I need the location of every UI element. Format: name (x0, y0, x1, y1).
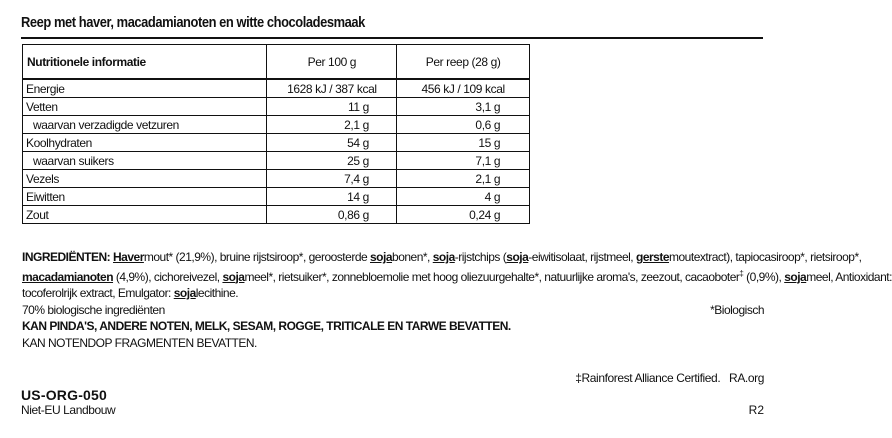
ingredients-label: INGREDIËNTEN: (22, 250, 111, 264)
nutrient-name: Energie (23, 79, 267, 98)
ingredient-text: meel, Antioxidant: (806, 269, 892, 284)
allergen-word: soja (222, 269, 245, 284)
rainforest-certification: ‡Rainforest Alliance Certified. RA.org (575, 371, 764, 385)
nutrition-row (23, 206, 530, 224)
value-per-bar (397, 79, 530, 98)
ingredients-block (22, 249, 892, 351)
value-per-100g-text: 14 g (347, 189, 369, 204)
nutrient-name: waarvan suikers (23, 152, 267, 170)
value-per-bar-text: 2,1 g (475, 171, 501, 186)
value-per-100g (267, 116, 397, 134)
header-nutrition-info: Nutritionele informatie (23, 45, 267, 80)
ingredient-text: lecithine. (195, 286, 239, 300)
nutrition-body (23, 79, 530, 224)
ingredient-text: (4,9%), cichoreivezel, (113, 269, 223, 284)
ingredients-line-1 (22, 249, 862, 266)
organic-control-code: US-ORG-050 (21, 387, 108, 403)
nutrition-table (22, 44, 530, 224)
value-per-bar (397, 188, 530, 206)
nutrient-name: Vetten (23, 98, 267, 116)
value-per-100g-text: 2,1 g (344, 117, 369, 132)
ingredient-text: (0,9%), (743, 269, 785, 284)
nutrient-name: waarvan verzadigde vetzuren (23, 116, 267, 134)
value-per-100g-text: 1628 kJ / 387 kcal (287, 81, 377, 96)
allergen-warning: KAN PINDA'S, ANDERE NOTEN, MELK, SESAM, ROGGE, TRITICALE EN TARWE BEVATTEN. (22, 319, 511, 333)
allergen-word: gerste (635, 250, 670, 264)
allergen-word: soja (784, 269, 807, 284)
value-per-100g (267, 79, 397, 98)
value-per-bar (397, 206, 530, 224)
ingredient-text: ‡ (739, 268, 744, 278)
value-per-100g (267, 152, 397, 170)
nutrition-row (23, 116, 530, 134)
ingredient-text: -eiwitisolaat, rijstmeel, (528, 250, 636, 264)
organic-percentage: 70% biologische ingrediënten (22, 302, 165, 317)
nutrient-name: Vezels (23, 170, 267, 188)
value-per-100g (267, 188, 397, 206)
allergen-word: soja (370, 250, 393, 264)
value-per-bar-text: 7,1 g (475, 153, 501, 168)
ingredients-line-3 (22, 285, 764, 302)
nutrition-row (23, 79, 530, 98)
value-per-bar (397, 134, 530, 152)
agriculture-origin: Niet-EU Landbouw (21, 403, 116, 417)
nutrient-name: Zout (23, 206, 267, 224)
nutrition-row (23, 188, 530, 206)
organic-footnote: *Biologisch (710, 302, 764, 317)
organic-row (22, 302, 764, 319)
ingredient-text: -rijstchips ( (454, 250, 507, 264)
value-per-bar (397, 116, 530, 134)
value-per-bar-text: 15 g (478, 135, 501, 150)
header-per-bar: Per reep (28 g) (397, 45, 530, 80)
value-per-bar (397, 170, 530, 188)
ingredient-text: tocoferolrijk extract, Emulgator: (22, 286, 174, 300)
value-per-100g (267, 134, 397, 152)
value-per-100g-text: 11 g (347, 99, 369, 114)
value-per-bar-text: 0,6 g (475, 117, 501, 132)
ingredient-text: moutextract), tapiocasiroop*, rietsiroop*, (669, 250, 862, 264)
header-per-100g: Per 100 g (267, 45, 397, 80)
value-per-100g (267, 98, 397, 116)
ingredients-line-2 (22, 266, 892, 286)
value-per-100g (267, 170, 397, 188)
nutrition-row (23, 134, 530, 152)
revision-code: R2 (748, 403, 764, 417)
allergen-word: soja (173, 286, 196, 300)
nutrition-header-row (23, 45, 530, 80)
title-divider (21, 37, 763, 39)
value-per-100g-text: 54 g (347, 135, 369, 150)
allergen-word: Haver (113, 250, 144, 264)
nutrient-name: Eiwitten (23, 188, 267, 206)
ingredients-text-1 (113, 250, 861, 264)
nutrition-row (23, 170, 530, 188)
value-per-bar (397, 98, 530, 116)
ingredient-text: meel*, rietsuiker*, zonnebloemolie met hoog oliezuurgehalte*, natuurlijke aroma's, zeezout, cacaoboter (244, 269, 740, 284)
ingredient-text: mout* (21,9%), bruine rijstsiroop*, geroosterde (143, 250, 370, 264)
value-per-100g-text: 25 g (347, 153, 369, 168)
value-per-bar-text: 456 kJ / 109 kcal (421, 81, 505, 96)
nutrient-name: Koolhydraten (23, 134, 267, 152)
value-per-100g-text: 7,4 g (344, 171, 369, 186)
value-per-bar (397, 152, 530, 170)
ingredient-text: bonen*, (392, 250, 433, 264)
nutrition-row (23, 152, 530, 170)
nutrition-row (23, 98, 530, 116)
allergen-word: soja (506, 250, 529, 264)
nutshell-warning: KAN NOTENDOP FRAGMENTEN BEVATTEN. (22, 335, 257, 350)
allergen-word: soja (432, 250, 455, 264)
product-title: Reep met haver, macadamianoten en witte chocoladesmaak (21, 14, 365, 31)
allergen-word: macadamianoten (22, 269, 114, 284)
value-per-100g (267, 206, 397, 224)
value-per-100g-text: 0,86 g (337, 207, 369, 222)
value-per-bar-text: 3,1 g (475, 99, 501, 114)
value-per-bar-text: 4 g (484, 189, 501, 204)
value-per-bar-text: 0,24 g (469, 207, 501, 222)
